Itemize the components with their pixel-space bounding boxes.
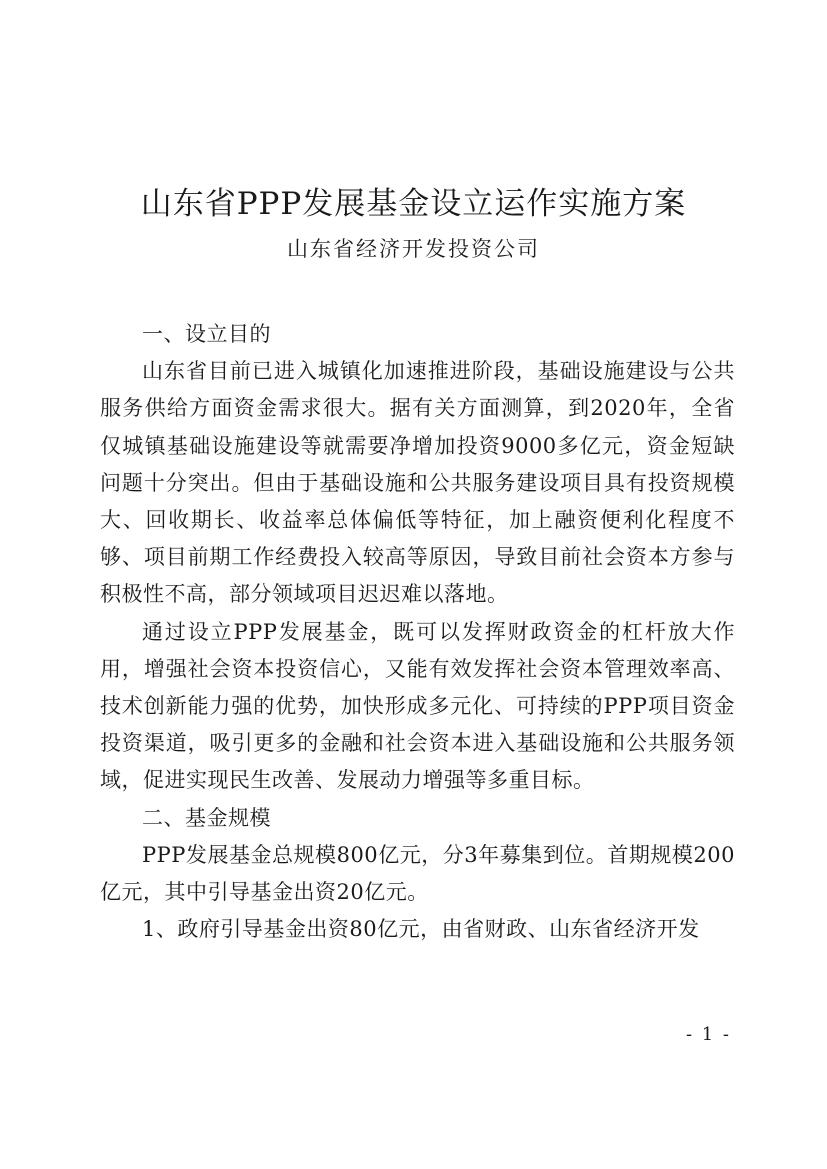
document-body bbox=[100, 316, 735, 948]
section-heading-purpose: 一、设立目的 bbox=[142, 322, 271, 346]
document-subtitle: 山东省经济开发投资公司 bbox=[287, 237, 540, 261]
section-heading-scale: 二、基金规模 bbox=[142, 805, 271, 830]
paragraph: 通过设立PPP发展基金，既可以发挥财政资金的杠杆放大作用，增强社会资本投资信心，又能有效发挥社会资本管理效率高、技术创新能力强的优势，加快形成多元化、可持续的PPP项目资金投资渠道，吸引更多的金融和社会资本进入基础设施和公共服务领域，促进实现民生改善、发展动力增强等多重目标。 bbox=[100, 619, 735, 793]
paragraph: 山东省目前已进入城镇化加速推进阶段，基础设施建设与公共服务供给方面资金需求很大。据有关方面测算，到2020年，全省仅城镇基础设施建设等就需要净增加投资9000多亿元，资金短缺问题十分突出。但由于基础设施和公共服务建设项目具有投资规模大、回收期长、收益率总体偏低等特征，加上融资便利化程度不够、项目前期工作经费投入较高等原因，导致目前社会资本方参与积极性不高，部分领域项目迟迟难以落地。 bbox=[100, 359, 735, 607]
paragraph: PPP发展基金总规模800亿元，分3年募集到位。首期规模200亿元，其中引导基金出资20亿元。 bbox=[100, 842, 735, 905]
document-title: 山东省PPP发展基金设立运作实施方案 bbox=[140, 186, 687, 222]
page-number: - 1 - bbox=[685, 1024, 731, 1045]
paragraph: 1、政府引导基金出资80亿元，由省财政、山东省经济开发 bbox=[142, 917, 700, 942]
